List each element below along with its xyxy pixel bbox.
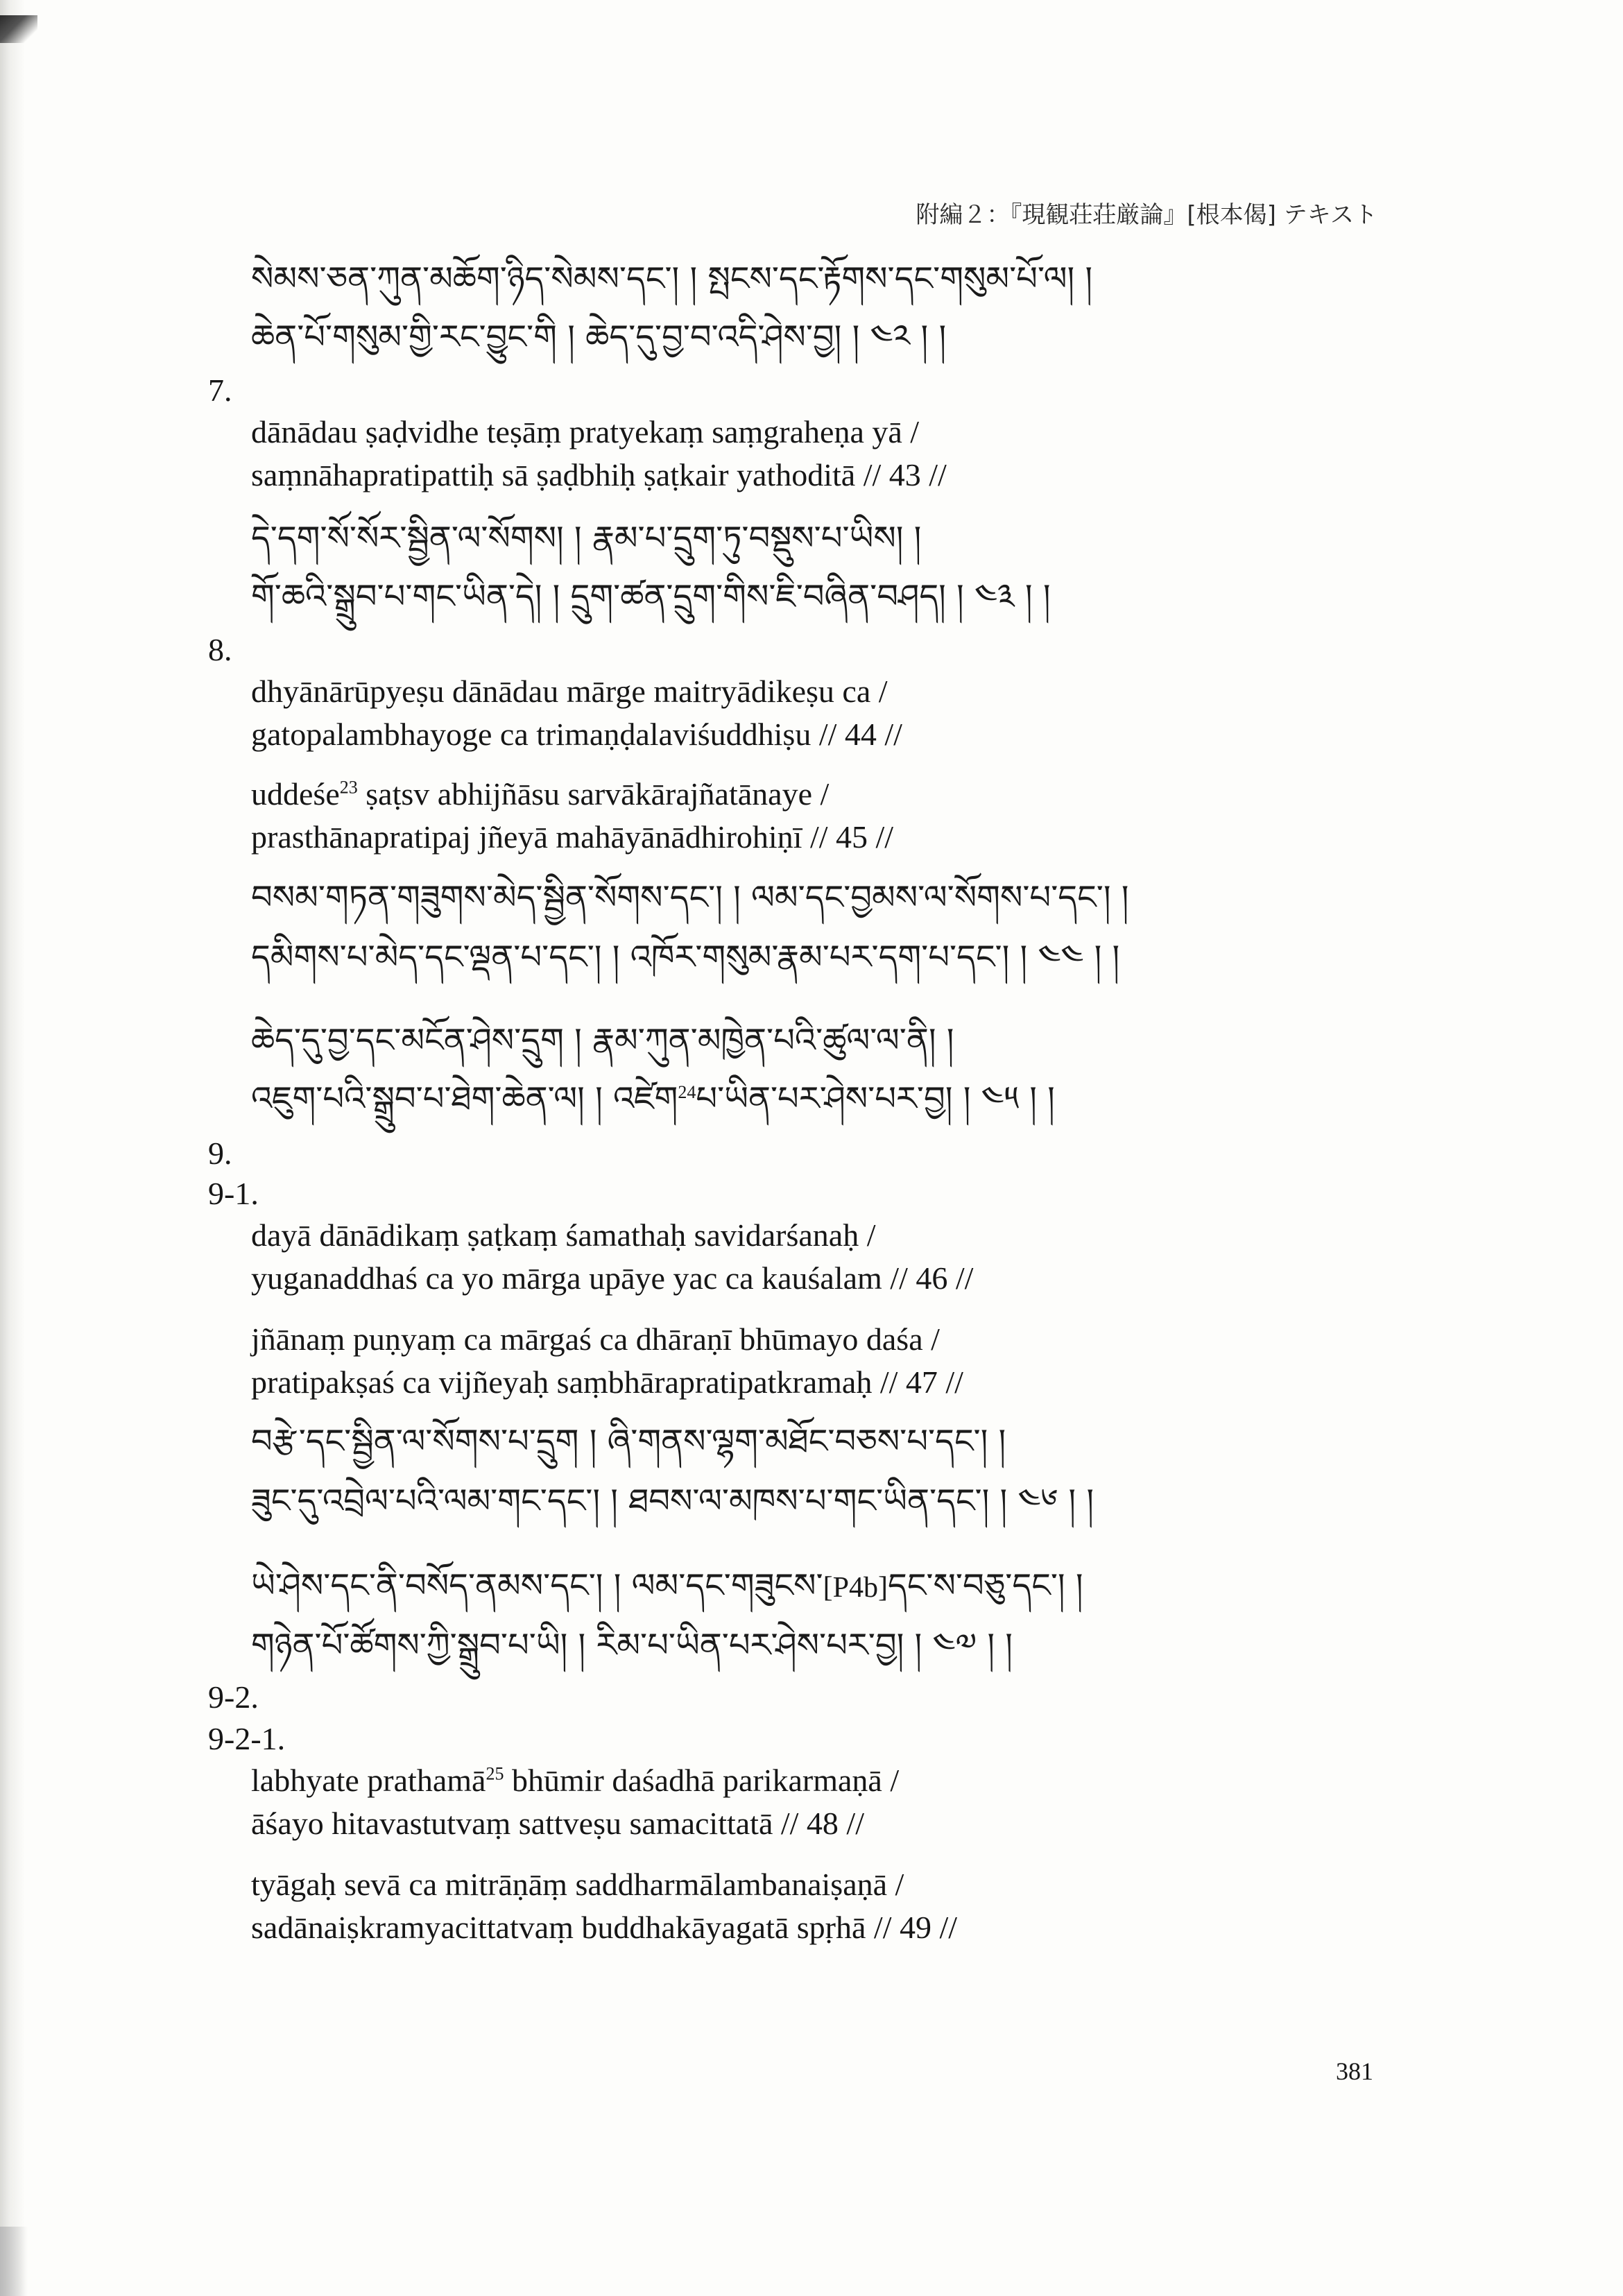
sanskrit-line: prasthānapratipaj jñeyā mahāyānādhirohiṇī // 45 // — [251, 819, 894, 855]
scan-mark — [0, 15, 37, 43]
tibetan-line: བསམ་གཏན་གཟུགས་མེད་སྦྱིན་སོགས་དང་། ། ལམ་དང་བྱམས་ལ་སོགས་པ་དང་། ། — [251, 878, 1129, 917]
page-number: 381 — [1336, 2057, 1373, 2085]
tibetan-line: གོ་ཆའི་སྒྲུབ་པ་གང་ཡིན་དེ། ། དྲུག་ཚན་དྲུག་གིས་ཇི་བཞིན་བཤད། ། ༤༣ ། ། — [251, 577, 1051, 616]
sanskrit-line: yuganaddhaś ca yo mārga upāye yac ca kauśalam // 46 // — [251, 1260, 974, 1296]
sanskrit-line: saṃnāhapratipattiḥ sā ṣaḍbhiḥ ṣaṭkair yathoditā // 43 // — [251, 457, 947, 492]
scan-edge — [0, 0, 25, 2296]
tibetan-text: འཇུག་པའི་སྒྲུབ་པ་ཐེག་ཆེན་ལ། ། འཛེག — [251, 1079, 678, 1118]
tibetan-line: སེམས་ཅན་ཀུན་མཆོག་ཉིད་སེམས་དང་། ། སྤངས་དང་རྟོགས་དང་གསུམ་པོ་ལ། ། — [251, 259, 1093, 298]
sanskrit-text: labhyate prathamā — [251, 1763, 486, 1798]
sanskrit-line: sadānaiṣkramyacittatvaṃ buddhakāyagatā spṛhā // 49 // — [251, 1910, 958, 1945]
tibetan-text: དང་ས་བཅུ་དང་། ། — [887, 1566, 1083, 1605]
tibetan-line — [251, 1079, 1055, 1118]
section-number: 7. — [208, 372, 232, 408]
folio-reference: [P4b] — [823, 1572, 888, 1604]
sanskrit-line: jñānaṃ puṇyaṃ ca mārgaś ca dhāraṇī bhūmayo daśa / — [251, 1321, 940, 1357]
tibetan-line: ཆེན་པོ་གསུམ་གྱི་རང་བྱུང་གི ། ཆེད་དུ་བྱ་བ་འདི་ཤེས་བྱ། ། ༤༢ ། ། — [251, 318, 947, 357]
sanskrit-line — [251, 1765, 899, 1797]
sanskrit-line: gatopalambhayoge ca trimaṇḍalaviśuddhiṣu // 44 // — [251, 717, 902, 752]
tibetan-line: གཉེན་པོ་ཚོགས་ཀྱི་སྒྲུབ་པ་ཡི། ། རིམ་པ་ཡིན་པར་ཤེས་པར་བྱ། ། ༤༧ ། ། — [251, 1626, 1013, 1665]
sanskrit-line: tyāgaḥ sevā ca mitrāṇāṃ saddharmālambanaiṣaṇā / — [251, 1867, 904, 1902]
section-number: 9. — [208, 1136, 232, 1171]
tibetan-line: ཟུང་དུ་འབྲེལ་པའི་ལམ་གང་དང་། ། ཐབས་ལ་མཁས་པ་གང་ཡིན་དང་། ། ༤༦ ། ། — [251, 1482, 1094, 1520]
footnote-ref: 24 — [678, 1082, 696, 1102]
tibetan-line: དེ་དག་སོ་སོར་སྦྱིན་ལ་སོགས། ། རྣམ་པ་དྲུག་ཏུ་བསྡུས་པ་ཡིས། ། — [251, 519, 922, 558]
tibetan-line: ཆེད་དུ་བྱ་དང་མངོན་ཤེས་དྲུག ། རྣམ་ཀུན་མཁྱེན་པའི་ཚུལ་ལ་ནི། ། — [251, 1021, 954, 1060]
tibetan-text: ཡེ་ཤེས་དང་ནི་བསོད་ནམས་དང་། ། ལམ་དང་གཟུངས་ — [251, 1566, 823, 1605]
section-number: 8. — [208, 632, 232, 667]
sanskrit-line: āśayo hitavastutvaṃ sattveṣu samacittatā // 48 // — [251, 1806, 864, 1841]
tibetan-line: བརྩེ་དང་སྦྱིན་ལ་སོགས་པ་དྲུག ། ཞི་གནས་ལྷག་མཐོང་བཅས་པ་དང་། ། — [251, 1422, 1006, 1461]
scan-mark — [0, 2227, 28, 2296]
sanskrit-text: uddeśe — [251, 776, 340, 812]
sanskrit-text: bhūmir daśadhā parikarmaṇā / — [504, 1763, 900, 1798]
footnote-ref: 23 — [339, 777, 358, 798]
sanskrit-line: dayā dānādikaṃ ṣaṭkaṃ śamathaḥ savidarśanaḥ / — [251, 1217, 876, 1253]
sanskrit-text: ṣaṭsv abhijñāsu sarvākārajñatānaye / — [357, 776, 830, 812]
section-number: 9-2-1. — [208, 1721, 286, 1756]
tibetan-line — [251, 1566, 1083, 1605]
tibetan-line: དམིགས་པ་མེད་དང་ལྡན་པ་དང་། ། འཁོར་གསུམ་རྣམ་པར་དག་པ་དང་། ། ༤༤ ། ། — [251, 938, 1120, 977]
sanskrit-line — [251, 778, 829, 810]
section-number: 9-2. — [208, 1679, 259, 1715]
sanskrit-line: dānādau ṣaḍvidhe teṣāṃ pratyekaṃ saṃgraheṇa yā / — [251, 414, 920, 449]
sanskrit-line: dhyānārūpyeṣu dānādau mārge maitryādikeṣu ca / — [251, 674, 888, 709]
sanskrit-line: pratipakṣaś ca vijñeyaḥ saṃbhārapratipatkramaḥ // 47 // — [251, 1364, 963, 1400]
tibetan-text: པ་ཡིན་པར་ཤེས་པར་བྱ། ། ༤༥ ། ། — [696, 1079, 1055, 1118]
running-header: 附編２：『現観荘荘厳論』[根本偈] テキスト — [916, 201, 1377, 229]
section-number: 9-1. — [208, 1176, 259, 1211]
footnote-ref: 25 — [486, 1763, 504, 1784]
